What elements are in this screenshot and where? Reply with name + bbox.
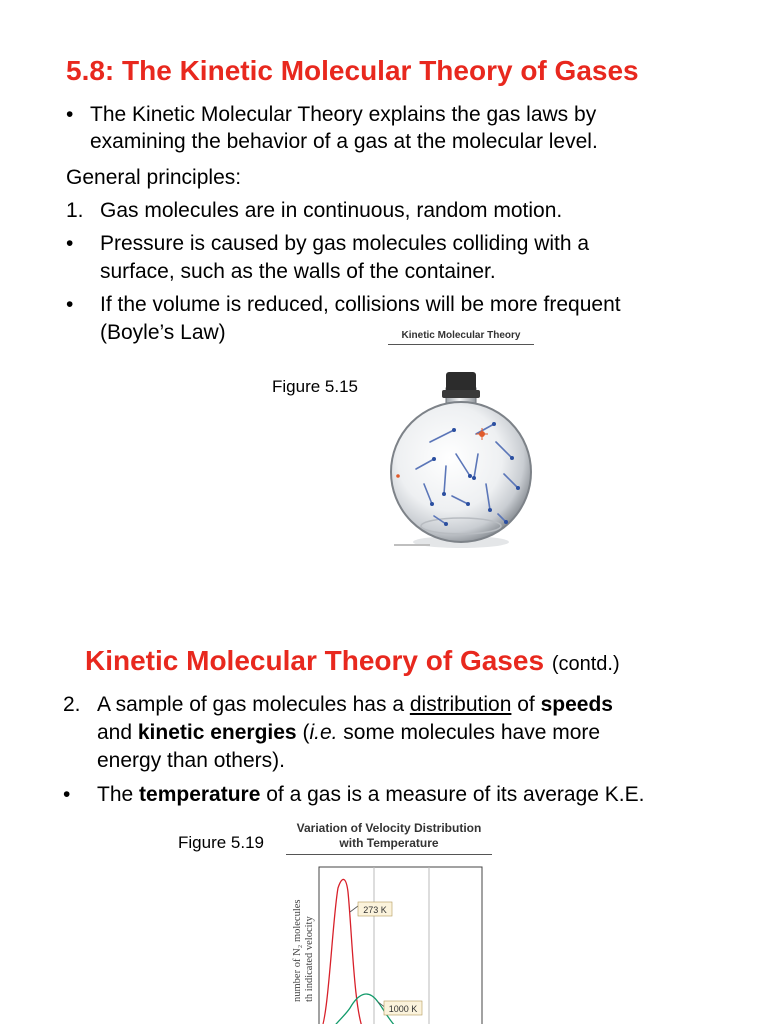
distribution-term: distribution [409,693,512,716]
intro-line-2: examining the behavior of a gas at the molecular level. [90,130,598,153]
slide1-title: 5.8: The Kinetic Molecular Theory of Gases [66,55,639,86]
gas-molecule [516,486,520,490]
y-axis-label-line-1: number of N₂ molecules [292,899,303,1002]
flask-illustration [386,354,536,550]
gas-molecule [466,502,470,506]
bullet-marker: • [63,783,71,806]
plot-frame [319,867,482,1024]
temperature-term: temperature [139,783,261,806]
principle-2-line-2: and kinetic energies (i.e. some molecules have more [97,721,601,744]
gas-molecule [430,502,434,506]
general-principles-label: General principles: [66,166,242,189]
slide2-title [85,645,620,677]
y-axis-label-line-2: th indicated velocity [304,916,315,1002]
figure-credit-fineprint [394,544,430,546]
intro-bullet: • The Kinetic Molecular Theory explains the gas laws by [66,103,597,126]
label-1000K: 1000 K [388,1004,418,1014]
y-axis-label [292,899,315,1002]
bullet-marker: • [66,293,74,316]
gas-molecule [488,508,492,512]
label-273K: 273 K [363,905,387,915]
principle-1-text: Gas molecules are in continuous, random motion. [100,199,563,222]
principle-2-line-3: energy than others). [97,749,285,772]
temperature-bullet: The temperature of a gas is a measure of its average K.E. [97,783,645,806]
slide2-title-main: Kinetic Molecular Theory of Gases [85,645,545,676]
speeds-term: speeds [540,693,613,716]
flask-stopper-collar [442,390,480,398]
gas-molecule [472,476,476,480]
pressure-line-1: Pressure is caused by gas molecules colliding with a [100,232,590,255]
gas-molecule [504,520,508,524]
gas-molecule [452,428,456,432]
intro-line-1: The Kinetic Molecular Theory explains the gas laws by [90,103,597,126]
figure-5-19-caption: Figure 5.19 [178,833,264,852]
gas-molecule [510,456,514,460]
slide2-title-contd: (contd.) [551,653,620,675]
gas-molecule [492,422,496,426]
velocity-distribution-chart [282,862,492,1024]
gas-molecule [442,492,446,496]
pressure-line-2: surface, such as the walls of the container. [100,260,496,283]
figure-5-15-caption: Figure 5.15 [272,377,358,396]
wall-collision-marker [396,474,400,478]
principle-2-number: 2. [63,693,81,716]
gas-molecule [444,522,448,526]
bullet-marker: • [66,232,74,255]
ie-abbrev: i.e. [309,721,338,744]
volume-line-1: If the volume is reduced, collisions will be more frequent [100,293,621,316]
principle-1-number: 1. [66,199,84,222]
principle-2-line-1: A sample of gas molecules has a distribution of speeds [97,693,613,716]
flask-figure-title: Kinetic Molecular Theory [388,330,534,345]
kinetic-energies-term: kinetic energies [137,721,297,744]
velocity-chart-title: Variation of Velocity Distribution with Temperature [286,821,492,855]
volume-line-2: (Boyle’s Law) [100,321,226,344]
gas-molecule [468,474,472,478]
flask-bulb [391,402,531,542]
gas-molecule [432,457,436,461]
